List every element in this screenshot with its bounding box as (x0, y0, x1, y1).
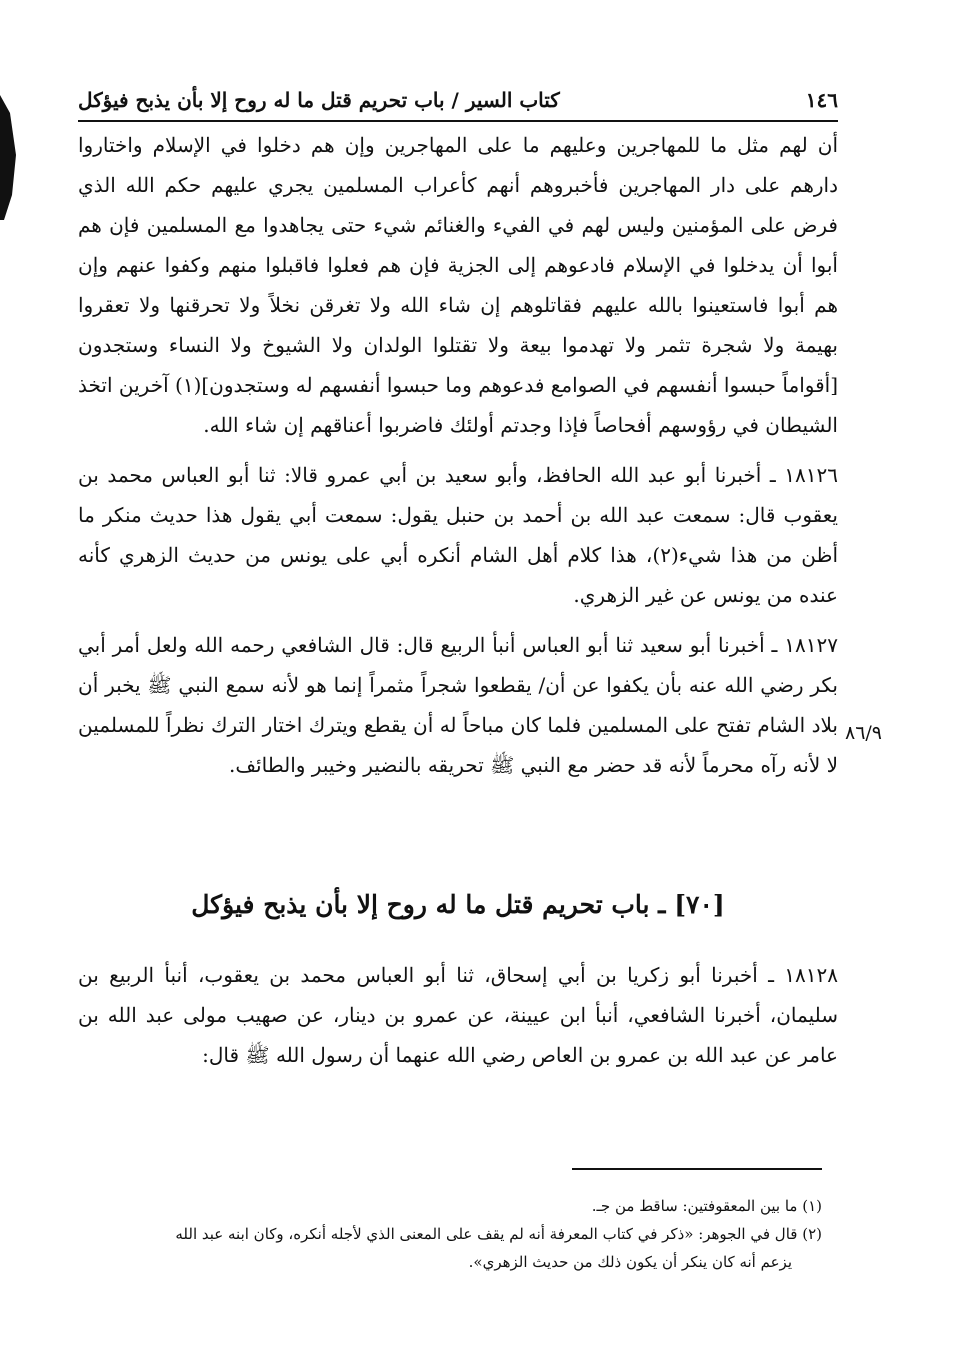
footnote-separator (572, 1168, 822, 1170)
footnote: (٢) قال في الجوهر: «ذكر في كتاب المعرفة أنه لم يقف على المعنى الذي لأجله أنكره، وكان ابنه عبد الله (175, 1225, 822, 1243)
footnote: (١) ما بين المعقوفتين: ساقط من جـ. (591, 1197, 822, 1215)
paragraph: ١٨١٢٦ ـ أخبرنا أبو عبد الله الحافظ، وأبو سعيد بن أبي عمرو قالا: ثنا أبو العباس محمد بن يعقوب قال: سمعت عبد الله بن أحمد بن حنبل يقول: سمعت أبي يقول هذا حديث منكر ما أظن من هذا شيء(٢)، هذا كلام أهل الشام أنكره أبي على يونس من حديث الزهري كأنه عنده من يونس عن غير الزهري. (78, 463, 839, 607)
paragraph: ١٨١٢٧ ـ أخبرنا أبو سعيد ثنا أبو العباس أنبأ الربيع قال: قال الشافعي رحمه الله ولعل أمر أبي بكر رضي الله عنه بأن يكفوا عن أن/ يقطعوا شجراً مثمراً إنما هو لأنه سمع النبي ﷺ يخبر أن بلاد الشام تفتح على المسلمين فلما كان مباحاً له أن يقطع ويترك اختار الترك نظراً للمسلمين لا لأنه رآه محرماً لأنه قد حضر مع النبي ﷺ تحريقه بالنضير وخيبر والطائف. (78, 633, 838, 777)
paragraph: ١٨١٢٨ ـ أخبرنا أبو زكريا بن أبي إسحاق، ثنا أبو العباس محمد بن يعقوب، أنبأ الربيع بن سليمان، أخبرنا الشافعي، أنبأ ابن عيينة، عن عمرو بن دينار، عن صهيب مولى عبد الله بن عامر عن عبد الله بن عمرو بن العاص رضي الله عنهما أن رسول الله ﷺ قال: (78, 963, 838, 1067)
footnote-continuation: يزعم أنه كان ينكر أن يكون ذلك من حديث الزهري». (468, 1253, 792, 1271)
page-edge-shadow (0, 95, 18, 220)
margin-reference: ٨٦/٩ (845, 722, 883, 744)
page-number: ١٤٦ (805, 88, 838, 112)
paragraph: أن لهم مثل ما للمهاجرين وعليهم ما على المهاجرين وإن هم دخلوا في الإسلام واختاروا دارهم على دار المهاجرين فأخبروهم أنهم كأعراب المسلمين يجري عليهم حكم الله الذي فرض على المؤمنين وليس لهم في الفيء والغنائم شيء حتى يجاهدوا مع المسلمين فإن هم أبوا أن يدخلوا في الإسلام فادعوهم إلى الجزية فإن هم فعلوا فاقبلوا منهم وكفوا عنهم وإن هم أبوا فاستعينوا بالله عليهم فقاتلوهم إن شاء الله ولا تغرقن نخلاً ولا تحرقنها ولا تعقروا بهيمة ولا شجرة تثمر ولا تهدموا بيعة ولا تقتلوا الولدان ولا الشيوخ ولا النساء وستجدون [أقواماً حبسوا أنفسهم في الصوامع فدعوهم وما حبسوا أنفسهم له وستجدون](١) آخرين اتخذ الشيطان في رؤوسهم أفحاصاً فإذا وجدتم أولئك فاضربوا أعناقهم إن شاء الله. (78, 133, 839, 437)
running-header (78, 80, 838, 122)
running-title: كتاب السير / باب تحريم قتل ما له روح إلا بأن يذبح فيؤكل (78, 88, 560, 112)
main-text (78, 125, 838, 785)
main-text-continued (78, 955, 838, 1075)
chapter-heading: [٧٠] ـ باب تحريم قتل ما له روح إلا بأن يذبح فيؤكل (191, 890, 725, 919)
footnotes (60, 1192, 822, 1276)
